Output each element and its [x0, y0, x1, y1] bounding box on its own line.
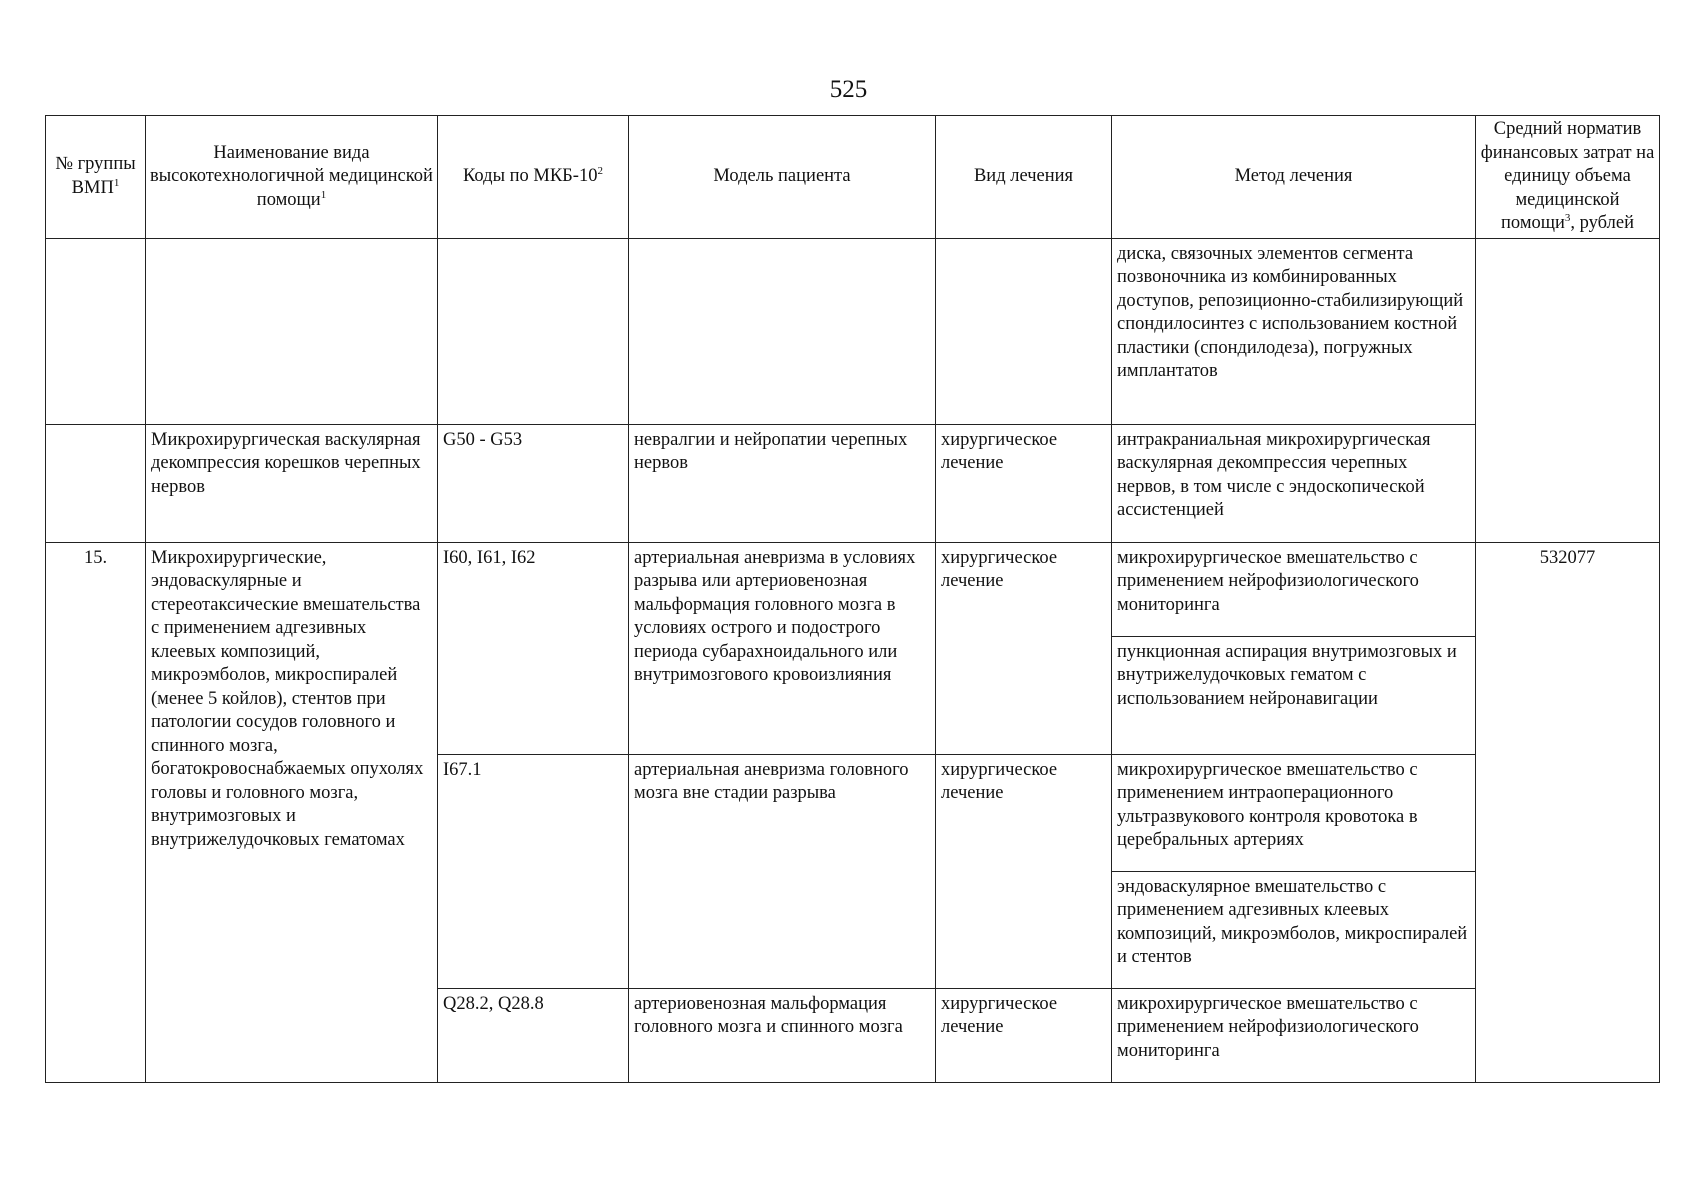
cell-name: Микрохирургическая васкулярная декомпрессия корешков черепных нервов — [146, 424, 438, 542]
vmp-table — [45, 115, 1660, 1083]
cell-method: микрохирургическое вмешательство с применением нейрофизиологического мониторинга — [1112, 542, 1476, 636]
cell-model: невралгии и нейропатии черепных нервов — [629, 424, 936, 542]
cell-type: хирургическое лечение — [936, 988, 1112, 1082]
cell-group: 15. — [46, 542, 146, 1082]
cell-codes: Q28.2, Q28.8 — [438, 988, 629, 1082]
cell-codes: G50 - G53 — [438, 424, 629, 542]
header-row — [46, 116, 1660, 239]
cell-cost — [1476, 238, 1660, 542]
cell-model — [629, 238, 936, 424]
cell-method: пункционная аспирация внутримозговых и внутрижелудочковых гематом с использованием нейронавигации — [1112, 636, 1476, 754]
cell-type: хирургическое лечение — [936, 754, 1112, 988]
cell-method: микрохирургическое вмешательство с применением нейрофизиологического мониторинга — [1112, 988, 1476, 1082]
cell-type: хирургическое лечение — [936, 424, 1112, 542]
cell-model: артериальная аневризма в условиях разрыва или артериовенозная мальформация головного мозга в условиях острого и подострого периода субарахноидального или внутримозгового кровоизлияния — [629, 542, 936, 754]
cell-method: микрохирургическое вмешательство с применением интраоперационного ультразвукового контроля кровотока в церебральных артериях — [1112, 754, 1476, 871]
cell-codes: I67.1 — [438, 754, 629, 988]
page-number: 525 — [829, 76, 868, 103]
cell-method: диска, связочных элементов сегмента позвоночника из комбинированных доступов, репозиционно-стабилизирующий спондилосинтез с использованием костной пластики (спондилодеза), погружных имплантатов — [1112, 238, 1476, 424]
header-name: Наименование вида высокотехнологичной медицинской помощи$^1$ — [146, 116, 438, 239]
header-model: Модель пациента — [629, 116, 936, 239]
header-type: Вид лечения — [936, 116, 1112, 239]
cell-cost: 532077 — [1476, 542, 1660, 1082]
header-group: № группы ВМП$^1$ — [46, 116, 146, 239]
cell-method: интракраниальная микрохирургическая васкулярная декомпрессия черепных нервов, в том числе с эндоскопической ассистенцией — [1112, 424, 1476, 542]
cell-model: артериовенозная мальформация головного мозга и спинного мозга — [629, 988, 936, 1082]
cell-group — [46, 238, 146, 424]
header-cost: Средний норматив финансовых затрат на единицу объема медицинской помощи$^3$, рублей — [1476, 116, 1660, 239]
cell-group — [46, 424, 146, 542]
cell-name — [146, 238, 438, 424]
cell-model: артериальная аневризма головного мозга вне стадии разрыва — [629, 754, 936, 988]
cell-codes — [438, 238, 629, 424]
cell-type: хирургическое лечение — [936, 542, 1112, 754]
cell-type — [936, 238, 1112, 424]
table-row — [46, 238, 1660, 424]
cell-name: Микрохирургические, эндоваскулярные и стереотаксические вмешательства с применением адгезивных клеевых композиций, микроэмболов, микроспиралей (менее 5 койлов), стентов при патологии сосудов головного и спинного мозга, богатокровоснабжаемых опухолях головы и головного мозга, внутримозговых и внутрижелудочковых гематомах — [146, 542, 438, 1082]
table-row — [46, 424, 1660, 542]
header-codes: Коды по МКБ-$10^2$ — [438, 116, 629, 239]
cell-method: эндоваскулярное вмешательство с применением адгезивных клеевых композиций, микроэмболов, микроспиралей и стентов — [1112, 871, 1476, 988]
header-method: Метод лечения — [1112, 116, 1476, 239]
table-row — [46, 542, 1660, 636]
cell-codes: I60, I61, I62 — [438, 542, 629, 754]
